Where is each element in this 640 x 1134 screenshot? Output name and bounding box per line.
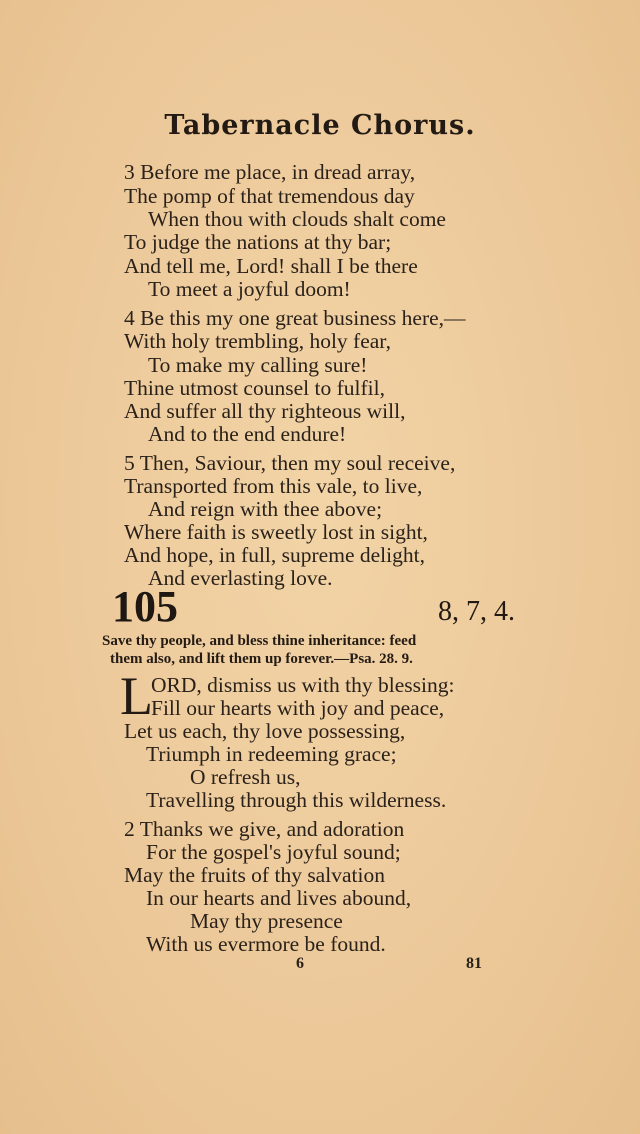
verse-line: And suffer all thy righteous will,	[124, 399, 406, 423]
drop-cap: L	[120, 666, 153, 726]
verse-line: And tell me, Lord! shall I be there	[124, 254, 418, 278]
scripture-line: them also, and lift them up forever.—Psa. 28. 9.	[110, 651, 413, 667]
hymn-meter: 8, 7, 4.	[438, 596, 515, 627]
verse-line: For the gospel's joyful sound;	[146, 840, 401, 864]
verse-line: With us evermore be found.	[146, 932, 386, 956]
verse-line: Thine utmost counsel to fulfil,	[124, 376, 385, 400]
verse-line: When thou with clouds shalt come	[148, 207, 446, 231]
verse-line: And everlasting love.	[148, 566, 333, 590]
scripture-line: Save thy people, and bless thine inheritance: feed	[102, 633, 417, 649]
verse-line: And reign with thee above;	[148, 497, 383, 521]
verse-line: May thy presence	[190, 909, 343, 933]
verse-line: Triumph in redeeming grace;	[146, 742, 397, 766]
verse-line: The pomp of that tremendous day	[124, 184, 415, 208]
verse-line: 4 Be this my one great business here,—	[124, 306, 466, 330]
verse-line: 2 Thanks we give, and adoration	[124, 817, 405, 841]
verse-line: Fill our hearts with joy and peace,	[151, 696, 445, 720]
signature-mark: 6	[296, 955, 304, 972]
verse-line: And hope, in full, supreme delight,	[124, 543, 425, 567]
verse-line: Let us each, thy love possessing,	[124, 719, 406, 743]
verse-line: 3 Before me place, in dread array,	[124, 160, 416, 184]
verse-line: To judge the nations at thy bar;	[124, 230, 392, 254]
verse-line: O refresh us,	[190, 765, 301, 789]
verse-line: Travelling through this wilderness.	[146, 788, 447, 812]
verse-line: ORD, dismiss us with thy blessing:	[151, 673, 455, 697]
verse-line: To meet a joyful doom!	[148, 277, 351, 301]
verse-line: With holy trembling, holy fear,	[124, 329, 391, 353]
verse-line: In our hearts and lives abound,	[146, 886, 412, 910]
verse-line: Where faith is sweetly lost in sight,	[124, 520, 428, 544]
verse-line: 5 Then, Saviour, then my soul receive,	[124, 451, 456, 475]
verse-line: And to the end endure!	[148, 422, 347, 446]
page-title: Tabernacle Chorus.	[164, 110, 476, 141]
verse-line: Transported from this vale, to live,	[124, 474, 423, 498]
hymn-number: 105	[112, 582, 178, 631]
verse-line: May the fruits of thy salvation	[124, 863, 385, 887]
page-number: 81	[466, 955, 482, 972]
verse-line: To make my calling sure!	[148, 353, 368, 377]
